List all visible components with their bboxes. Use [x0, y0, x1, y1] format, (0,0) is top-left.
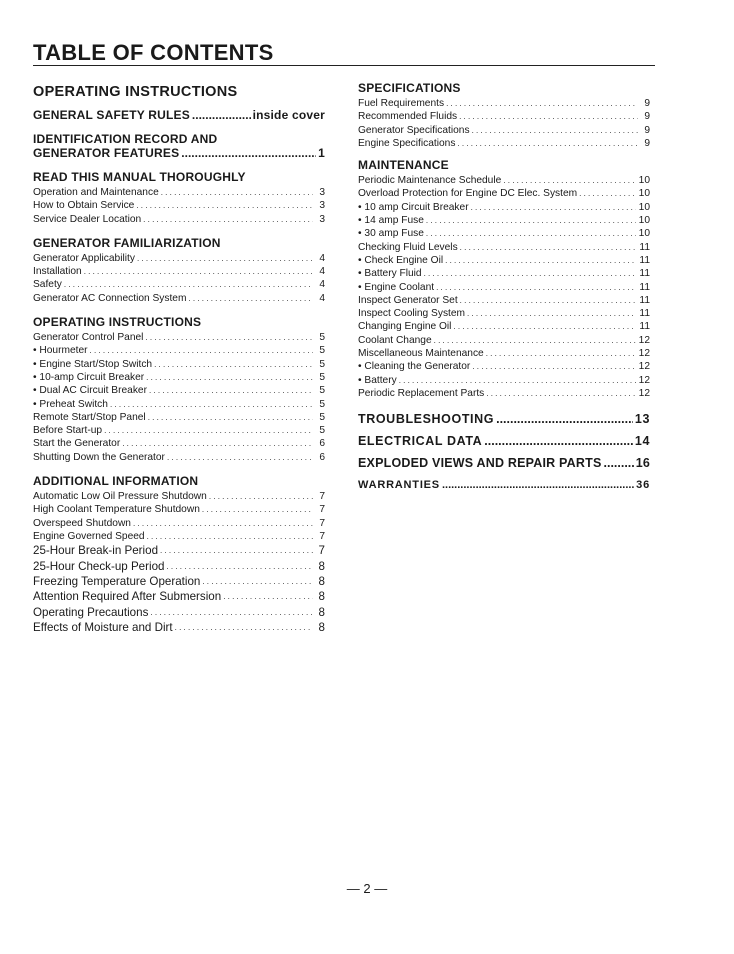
entry-page: 1 [318, 146, 325, 160]
entry-page: 7 [319, 517, 325, 529]
entry-label: • Engine Start/Stop Switch [33, 358, 152, 371]
toc-entry[interactable] [33, 503, 325, 516]
section-heading: SPECIFICATIONS [358, 81, 461, 95]
leader-dots [160, 543, 313, 558]
leader-dots [64, 278, 313, 291]
leader-dots [122, 437, 313, 450]
entry-label: • Hourmeter [33, 344, 88, 357]
entry-page: 5 [319, 425, 325, 437]
toc-entry[interactable] [33, 213, 325, 226]
entry-page: 11 [639, 241, 650, 253]
entry-label: Operation and Maintenance [33, 187, 159, 198]
section-heading: OPERATING INSTRUCTIONS [33, 315, 202, 330]
entry-page: 5 [319, 398, 325, 410]
entry-label: • 30 amp Fuse [358, 227, 424, 240]
toc-entry[interactable] [33, 358, 325, 371]
entry-page: 6 [319, 451, 325, 463]
entry-page: 11 [639, 294, 650, 306]
entry-label-line2: GENERATOR FEATURES [33, 146, 180, 160]
toc-entry[interactable] [33, 252, 325, 265]
entry-label: Shutting Down the Generator [33, 451, 165, 463]
toc-entry[interactable] [33, 517, 325, 530]
entry-page: 7 [319, 504, 325, 516]
leader-dots [503, 174, 635, 187]
page-title: TABLE OF CONTENTS [33, 40, 274, 65]
section-heading: GENERATOR FAMILIARIZATION [33, 235, 221, 250]
toc-entry[interactable] [33, 199, 325, 212]
leader-dots [453, 320, 636, 333]
toc-entry[interactable] [358, 227, 650, 240]
leader-dots [147, 530, 313, 543]
toc-entry[interactable] [358, 137, 650, 150]
right-column [358, 82, 650, 492]
leader-dots [399, 374, 636, 387]
toc-entry-exploded-views[interactable] [358, 456, 650, 470]
entry-page: 5 [319, 358, 325, 370]
entry-label: Inspect Cooling System [358, 308, 466, 320]
leader-dots [181, 146, 316, 160]
entry-label: Recommended Fluids [358, 111, 458, 123]
toc-entry[interactable] [358, 374, 650, 387]
leader-dots [84, 265, 313, 278]
toc-entry[interactable] [33, 384, 325, 397]
leader-dots [471, 201, 636, 214]
entry-page: 3 [319, 187, 325, 198]
entry-page: 11 [639, 254, 650, 266]
section-specifications [358, 82, 650, 150]
entry-label: TROUBLESHOOTING [358, 412, 495, 427]
leader-dots [442, 478, 634, 492]
toc-entry-safety-rules[interactable] [33, 108, 325, 122]
toc-entry[interactable] [33, 278, 325, 291]
toc-entry-identification[interactable] [33, 133, 325, 160]
entry-label-line1: IDENTIFICATION RECORD AND [33, 132, 218, 146]
leader-dots [459, 110, 638, 123]
entry-page: 10 [638, 228, 650, 240]
entry-page: 7 [318, 544, 325, 558]
leader-dots [457, 137, 638, 150]
section-additional [33, 475, 325, 636]
toc-entry[interactable] [358, 201, 650, 214]
toc-entry[interactable] [358, 187, 650, 200]
toc-entry[interactable] [33, 490, 325, 503]
toc-entry[interactable] [33, 186, 325, 199]
toc-entry[interactable] [358, 360, 650, 373]
page-number: — 2 — [346, 881, 388, 896]
leader-dots [223, 589, 313, 604]
leader-dots [472, 124, 638, 137]
entry-page: 9 [644, 124, 650, 136]
leader-dots [150, 605, 313, 620]
toc-entry[interactable] [33, 543, 325, 558]
entry-label: Attention Required After Submersion [33, 590, 222, 604]
toc-entry[interactable] [358, 294, 650, 307]
entry-page: 6 [319, 438, 325, 450]
leader-dots [175, 620, 313, 635]
entry-label: Service Dealer Location [33, 213, 142, 225]
leader-dots [136, 199, 313, 212]
leader-dots [149, 384, 313, 397]
entry-label: Remote Start/Stop Panel [33, 411, 146, 423]
leader-dots [209, 490, 313, 503]
leader-dots [146, 371, 313, 384]
entry-label: Generator AC Connection System [33, 292, 187, 304]
entry-label: Overspeed Shutdown [33, 517, 131, 529]
toc-entry-electrical-data[interactable] [358, 434, 650, 448]
entry-page: 5 [319, 411, 325, 423]
entry-label: How to Obtain Service [33, 200, 135, 212]
entry-page: 16 [635, 456, 650, 471]
entry-page: 4 [319, 266, 325, 278]
entry-page: 11 [639, 308, 650, 320]
toc-entry[interactable] [33, 589, 325, 604]
toc-entry[interactable] [358, 320, 650, 333]
entry-label: • Check Engine Oil [358, 254, 443, 267]
entry-label: Effects of Moisture and Dirt [33, 621, 173, 635]
entry-page: 5 [319, 345, 325, 357]
left-column [33, 82, 325, 636]
entry-page: 4 [319, 279, 325, 291]
entry-label: • Battery [358, 374, 397, 387]
toc-entry[interactable] [33, 331, 325, 344]
title-rule [33, 65, 655, 66]
toc-entry[interactable] [33, 605, 325, 620]
leader-dots [484, 434, 633, 448]
leader-dots [604, 456, 634, 470]
toc-entry[interactable] [358, 334, 650, 347]
entry-page: 10 [638, 201, 650, 213]
entry-page: 8 [318, 621, 325, 635]
toc-entry[interactable] [358, 387, 650, 400]
section-heading: READ THIS MANUAL THOROUGHLY [33, 170, 246, 184]
entry-label: 25-Hour Check-up Period [33, 559, 165, 573]
entry-label: Safety [33, 279, 62, 291]
leader-dots [486, 347, 636, 360]
toc-entry[interactable] [33, 559, 325, 574]
entry-label: • Cleaning the Generator [358, 360, 470, 373]
entry-page: 9 [644, 98, 650, 109]
leader-dots [145, 331, 313, 344]
toc-entry[interactable] [33, 437, 325, 450]
entry-page: 13 [634, 412, 650, 427]
entry-label: Coolant Change [358, 334, 432, 346]
entry-page: 14 [634, 434, 650, 449]
entry-label: High Coolant Temperature Shutdown [33, 504, 200, 516]
toc-entry[interactable] [358, 267, 650, 280]
leader-dots [202, 503, 313, 516]
toc-entry[interactable] [358, 254, 650, 267]
leader-dots [188, 292, 313, 305]
toc-entry[interactable] [33, 424, 325, 437]
toc-entry[interactable] [358, 97, 650, 110]
entry-label: 25-Hour Break-in Period [33, 544, 159, 558]
entry-label: Start the Generator [33, 438, 121, 450]
leader-dots [166, 559, 313, 574]
toc-entry[interactable] [33, 574, 325, 589]
leader-dots [467, 307, 636, 320]
entry-page: 4 [319, 292, 325, 304]
entry-label: EXPLODED VIEWS AND REPAIR PARTS [358, 456, 602, 471]
toc-entry[interactable] [358, 110, 650, 123]
toc-entry[interactable] [33, 344, 325, 357]
leader-dots [110, 398, 313, 411]
leader-dots [445, 254, 636, 267]
entry-page: 12 [638, 348, 650, 360]
entry-page: 12 [638, 361, 650, 373]
leader-dots [426, 227, 636, 240]
entry-label: Operating Precautions [33, 605, 149, 619]
entry-page: 11 [639, 268, 650, 280]
leader-dots [133, 517, 313, 530]
entry-page: 9 [644, 137, 650, 149]
entry-page: 12 [638, 334, 650, 346]
entry-label: Checking Fluid Levels [358, 241, 458, 253]
entry-page: 5 [319, 371, 325, 383]
entry-label: • Engine Coolant [358, 281, 434, 294]
entry-label: Generator Specifications [358, 124, 470, 136]
entry-page: 7 [319, 491, 325, 503]
section-familiarization [33, 237, 325, 305]
entry-label: • 14 amp Fuse [358, 214, 424, 227]
section-heading: ADDITIONAL INFORMATION [33, 474, 199, 489]
leader-dots [472, 360, 635, 373]
entry-page: 5 [319, 332, 325, 344]
entry-label: Changing Engine Oil [358, 321, 452, 333]
leader-dots [426, 214, 636, 227]
entry-label: Periodic Replacement Parts [358, 387, 485, 399]
entry-page: 5 [319, 385, 325, 397]
leader-dots [460, 241, 637, 254]
entry-page: 12 [638, 374, 650, 386]
leader-dots [148, 411, 313, 424]
leader-dots [154, 358, 313, 371]
entry-page: 8 [318, 605, 325, 619]
entry-label: Fuel Requirements [358, 98, 445, 109]
toc-entry[interactable] [33, 292, 325, 305]
entry-label: • 10-amp Circuit Breaker [33, 371, 144, 384]
leader-dots [460, 294, 637, 307]
entry-page: 11 [639, 281, 650, 293]
entry-page: 36 [636, 479, 650, 492]
entry-label: • 10 amp Circuit Breaker [358, 201, 469, 214]
section-maintenance [358, 159, 650, 400]
entry-label: Engine Specifications [358, 137, 456, 149]
section-read-manual [33, 171, 325, 226]
toc-entry[interactable] [33, 411, 325, 424]
toc-entry[interactable] [358, 174, 650, 187]
leader-dots [143, 213, 313, 226]
entry-label: Installation [33, 266, 82, 278]
toc-entry-warranties[interactable] [358, 478, 650, 492]
leader-dots [137, 252, 313, 265]
leader-dots [486, 387, 635, 400]
entry-label: • Dual AC Circuit Breaker [33, 384, 147, 397]
entry-label: Overload Protection for Engine DC Elec. System [358, 188, 578, 200]
entry-page: 4 [319, 252, 325, 264]
entry-page: 12 [638, 387, 650, 399]
entry-label: Miscellaneous Maintenance [358, 348, 484, 360]
entry-page: 7 [319, 530, 325, 542]
entry-page: 8 [318, 559, 325, 573]
entry-label: GENERAL SAFETY RULES [33, 108, 190, 122]
entry-page: 3 [319, 200, 325, 212]
entry-label: Generator Control Panel [33, 332, 144, 344]
leader-dots [434, 334, 636, 347]
leader-dots [202, 574, 313, 589]
leader-dots [579, 187, 636, 200]
toc-entry[interactable] [33, 265, 325, 278]
toc-entry[interactable] [33, 451, 325, 464]
entry-page: 8 [318, 575, 325, 589]
toc-entry[interactable] [33, 398, 325, 411]
toc-entry[interactable] [358, 124, 650, 137]
leader-dots [167, 451, 313, 464]
entry-label: Before Start-up [33, 425, 103, 437]
entry-label: Engine Governed Speed [33, 530, 145, 542]
entry-page: 8 [318, 590, 325, 604]
section-operating [33, 316, 325, 464]
entry-label: Generator Applicability [33, 252, 135, 264]
entry-label: Periodic Maintenance Schedule [358, 175, 502, 187]
entry-label: • Battery Fluid [358, 267, 422, 280]
leader-dots [496, 412, 633, 426]
entry-page: 3 [319, 213, 325, 225]
entry-label: Freezing Temperature Operation [33, 575, 201, 589]
toc-entry[interactable] [33, 620, 325, 635]
toc-entry[interactable] [358, 214, 650, 227]
entry-page: 10 [638, 175, 650, 187]
leader-dots [90, 344, 313, 357]
toc-entry[interactable] [358, 307, 650, 320]
entry-page: inside cover [252, 108, 325, 122]
entry-page: 10 [638, 188, 650, 200]
main-section-heading: OPERATING INSTRUCTIONS [33, 84, 238, 100]
toc-entry[interactable] [358, 281, 650, 294]
entry-label: ELECTRICAL DATA [358, 434, 483, 449]
toc-entry[interactable] [33, 371, 325, 384]
leader-dots [104, 424, 313, 437]
toc-entry[interactable] [358, 347, 650, 360]
toc-entry[interactable] [358, 241, 650, 254]
entry-label: WARRANTIES [358, 479, 440, 492]
entry-page: 9 [644, 111, 650, 123]
entry-label: • Preheat Switch [33, 398, 108, 411]
entry-page: 11 [639, 321, 650, 333]
entry-page: 10 [638, 215, 650, 227]
leader-dots [424, 267, 637, 280]
toc-entry-troubleshooting[interactable] [358, 412, 650, 426]
toc-entry[interactable] [33, 530, 325, 543]
entry-label: Inspect Generator Set [358, 294, 458, 306]
entry-label: Automatic Low Oil Pressure Shutdown [33, 491, 207, 503]
leader-dots [161, 186, 313, 199]
leader-dots [192, 108, 251, 122]
section-heading: MAINTENANCE [358, 158, 449, 173]
leader-dots [436, 281, 636, 294]
leader-dots [446, 97, 638, 110]
